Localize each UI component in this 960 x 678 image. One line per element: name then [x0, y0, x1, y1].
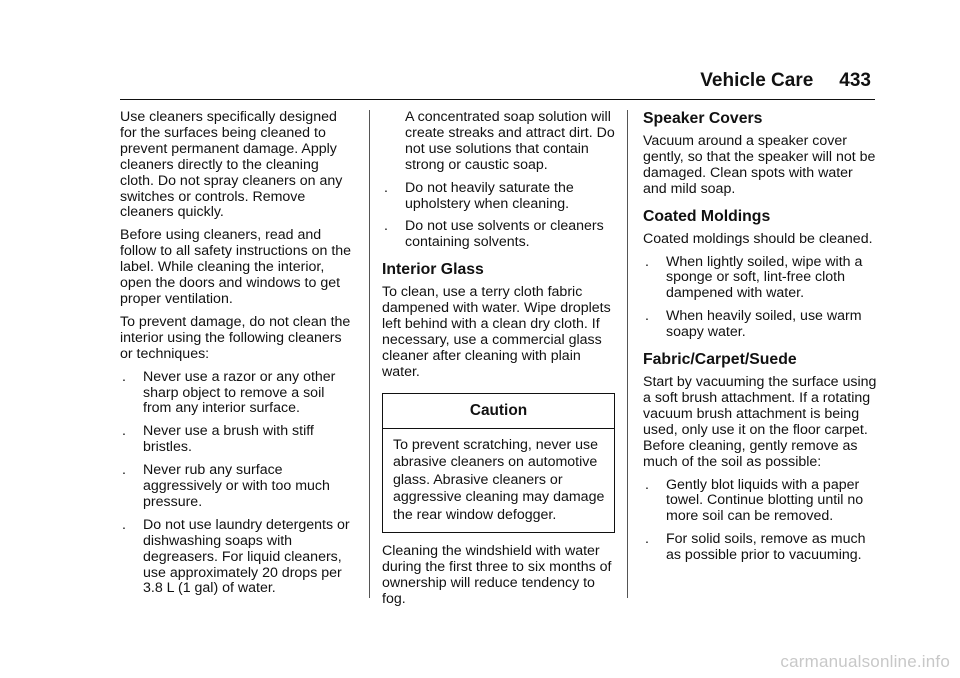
column-divider-1 [369, 110, 370, 598]
paragraph: To prevent damage, do not clean the interior using the following cleaners or techniques: [120, 313, 351, 362]
paragraph: Start by vacuuming the surface using a soft brush attachment. If a rotating vacuum brush attachment is being used, only use it on the floor carpet. Before cleaning, gently remove as much of the soil as possible: [643, 374, 877, 470]
bullet-marker: . [122, 423, 126, 440]
section-heading-interior-glass: Interior Glass [382, 261, 484, 279]
caution-title: Caution [383, 394, 614, 429]
bullet-marker: . [384, 179, 388, 196]
page-header [700, 70, 871, 92]
bullet-item [643, 532, 879, 564]
bullet-text: For solid soils, remove as much as possible prior to vacuuming. [666, 531, 866, 564]
paragraph: Vacuum around a speaker cover gently, so that the speaker will not be damaged. Clean spots with water and mild soap. [643, 133, 876, 197]
bullet-marker: . [645, 308, 649, 325]
bullet-text: Do not heavily saturate the upholstery when cleaning. [405, 179, 574, 212]
section-heading-fabric-carpet-suede: Fabric/Carpet/Suede [643, 351, 797, 369]
bullet-item [643, 255, 879, 303]
bullet-item [120, 463, 356, 511]
paragraph: Before using cleaners, read and follow to all safety instructions on the label. While cleaning the interior, open the doors and windows to get proper ventilation. [120, 227, 352, 307]
paragraph: To clean, use a terry cloth fabric dampened with water. Wipe droplets left behind with a clean dry cloth. If necessary, use a commercial glass cleaner after cleaning with plain water. [382, 284, 611, 380]
paragraph: Cleaning the windshield with water during the first three to six months of ownership will reduce tendency to fog. [382, 543, 612, 607]
column-divider-2 [627, 110, 628, 598]
bullet-continuation: A concentrated soap solution will create streaks and attract dirt. Do not use solutions that contain strong or caustic soap. [405, 109, 615, 173]
bullet-item [643, 478, 879, 526]
bullet-text: Never use a brush with stiff bristles. [143, 423, 314, 456]
bullet-text: Gently blot liquids with a paper towel. Continue blotting until no more soil can be removed. [666, 476, 864, 525]
section-heading-speaker-covers: Speaker Covers [643, 110, 763, 127]
caution-body: To prevent scratching, never use abrasive cleaners on automotive glass. Abrasive cleaners or aggressive cleaning may damage the rear window defogger. [393, 436, 605, 523]
watermark-link[interactable]: carmanualsonline.info [780, 652, 950, 671]
caution-box [382, 393, 615, 533]
bullet-item [643, 309, 879, 341]
bullet-item [120, 518, 356, 598]
bullet-item [382, 181, 618, 213]
bullet-text: When heavily soiled, use warm soapy water. [666, 308, 862, 341]
column-2 [382, 110, 618, 615]
bullet-marker: . [122, 368, 126, 385]
section-title: Vehicle Care [700, 70, 814, 91]
bullet-marker: . [384, 218, 388, 235]
column-1 [120, 110, 356, 604]
bullet-marker: . [645, 476, 649, 493]
bullet-item [120, 424, 356, 456]
header-rule [120, 99, 875, 100]
bullet-text: When lightly soiled, wipe with a sponge or soft, lint-free cloth dampened with water. [666, 253, 863, 302]
paragraph: Use cleaners specifically designed for the surfaces being cleaned to prevent permanent damage. Apply cleaners directly to the cleaning cloth. Do not spray cleaners on any switches or controls. Remove cleaners quickly. [120, 109, 343, 221]
bullet-marker: . [645, 531, 649, 548]
bullet-text: Never rub any surface aggressively or with too much pressure. [143, 462, 330, 510]
bullet-marker: . [645, 253, 649, 270]
paragraph: Coated moldings should be cleaned. [643, 230, 873, 247]
bullet-text: Do not use solvents or cleaners containing solvents. [405, 218, 604, 251]
bullet-text: Never use a razor or any other sharp object to remove a soil from any interior surface. [143, 368, 336, 417]
page-number: 433 [839, 70, 871, 91]
bullet-marker: . [122, 516, 126, 533]
section-heading-coated-moldings: Coated Moldings [643, 207, 771, 225]
bullet-marker: . [122, 462, 126, 479]
bullet-item [382, 219, 618, 251]
bullet-item [120, 370, 356, 418]
bullet-text: Do not use laundry detergents or dishwashing soaps with degreasers. For liquid cleaners, use approximately 20 drops per 3.8 L (1 gal) of water. [143, 516, 350, 597]
column-3 [643, 110, 879, 571]
